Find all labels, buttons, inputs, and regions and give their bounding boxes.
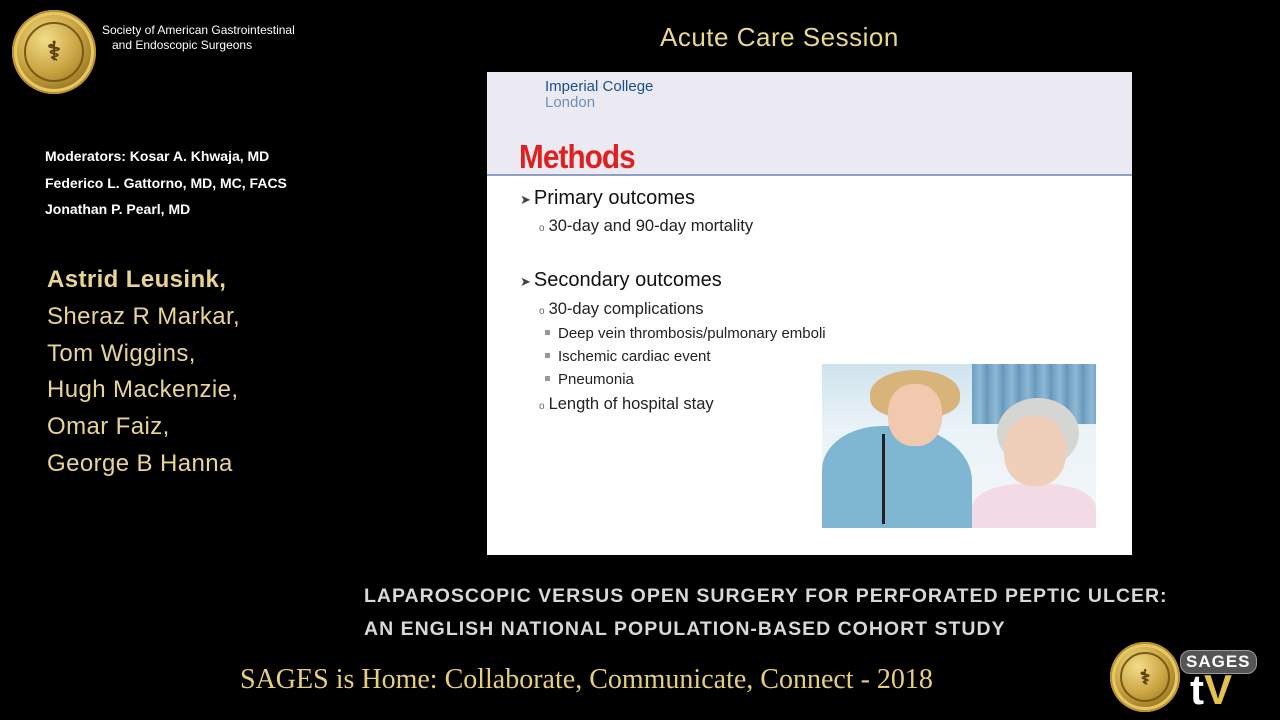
mortality-label: 30-day and 90-day mortality <box>548 217 754 235</box>
square-bullet-icon <box>545 376 550 381</box>
square-bullet-icon <box>545 353 550 358</box>
caduceus-icon: ⚕ <box>24 22 84 82</box>
circle-bullet-icon: o <box>539 223 545 234</box>
talk-title-line2: AN ENGLISH NATIONAL POPULATION-BASED COHORT STUDY <box>364 618 1006 640</box>
author-name: Tom Wiggins, <box>47 339 196 367</box>
complication-label: Deep vein thrombosis/pulmonary emboli <box>558 325 826 342</box>
primary-outcomes-label: Primary outcomes <box>533 187 696 209</box>
moderator-line: Jonathan P. Pearl, MD <box>45 201 191 217</box>
complication-item <box>558 371 634 388</box>
authors-list <box>47 262 240 483</box>
session-title: Acute Care Session <box>660 22 899 52</box>
tv-brand <box>1190 668 1232 712</box>
sages-seal-logo <box>12 10 96 94</box>
society-name-line1: Society of American Gastrointestinal <box>102 23 295 37</box>
caduceus-icon: ⚕ <box>1120 652 1170 702</box>
logo-line2: London <box>545 94 596 111</box>
moderator-line: Moderators: Kosar A. Khwaja, MD <box>45 148 270 164</box>
slide-heading: Methods <box>519 138 635 175</box>
talk-title <box>364 580 1168 646</box>
tv-letter-v: V <box>1204 666 1233 713</box>
complications-item <box>539 300 704 319</box>
circle-bullet-icon: o <box>539 401 545 412</box>
logo-line1: Imperial College <box>545 78 654 95</box>
author-name: Astrid Leusink, <box>47 266 227 293</box>
square-bullet-icon <box>545 330 550 335</box>
nurse-patient-photo <box>822 364 1096 528</box>
imperial-college-logo <box>545 79 653 111</box>
society-name <box>102 23 295 53</box>
complication-item <box>558 348 711 365</box>
presentation-slide <box>487 72 1132 555</box>
length-of-stay-item <box>539 395 714 414</box>
mortality-item <box>539 217 753 236</box>
sages-seal-small-logo <box>1110 642 1180 712</box>
author-name: Omar Faiz, <box>47 413 170 441</box>
complication-label: Pneumonia <box>558 371 634 388</box>
slide-header <box>487 72 1132 176</box>
tv-letter-t: t <box>1190 666 1204 713</box>
arrow-bullet-icon: ➤ <box>520 192 531 207</box>
complication-item <box>558 325 826 342</box>
sages-tv-brand: SAGES <box>1180 650 1257 674</box>
arrow-bullet-icon: ➤ <box>520 274 531 289</box>
moderator-line: Federico L. Gattorno, MD, MC, FACS <box>45 174 287 191</box>
talk-title-line1: LAPAROSCOPIC VERSUS OPEN SURGERY FOR PERFORATED PEPTIC ULCER: <box>364 585 1168 607</box>
complications-label: 30-day complications <box>548 300 704 318</box>
circle-bullet-icon: o <box>539 306 545 317</box>
secondary-outcomes-label: Secondary outcomes <box>533 269 722 291</box>
society-name-line2: and Endoscopic Surgeons <box>112 38 253 52</box>
complication-label: Ischemic cardiac event <box>558 348 711 365</box>
secondary-outcomes-item <box>520 269 722 292</box>
author-name: George B Hanna <box>47 449 233 477</box>
length-of-stay-label: Length of hospital stay <box>548 395 714 413</box>
conference-tagline: SAGES is Home: Collaborate, Communicate, Connect - 2018 <box>240 664 933 695</box>
author-name: Hugh Mackenzie, <box>47 376 239 404</box>
moderators-list <box>45 143 287 223</box>
primary-outcomes-item <box>520 187 695 210</box>
sages-tv-logo <box>1180 650 1276 714</box>
author-name: Sheraz R Markar, <box>47 302 241 330</box>
